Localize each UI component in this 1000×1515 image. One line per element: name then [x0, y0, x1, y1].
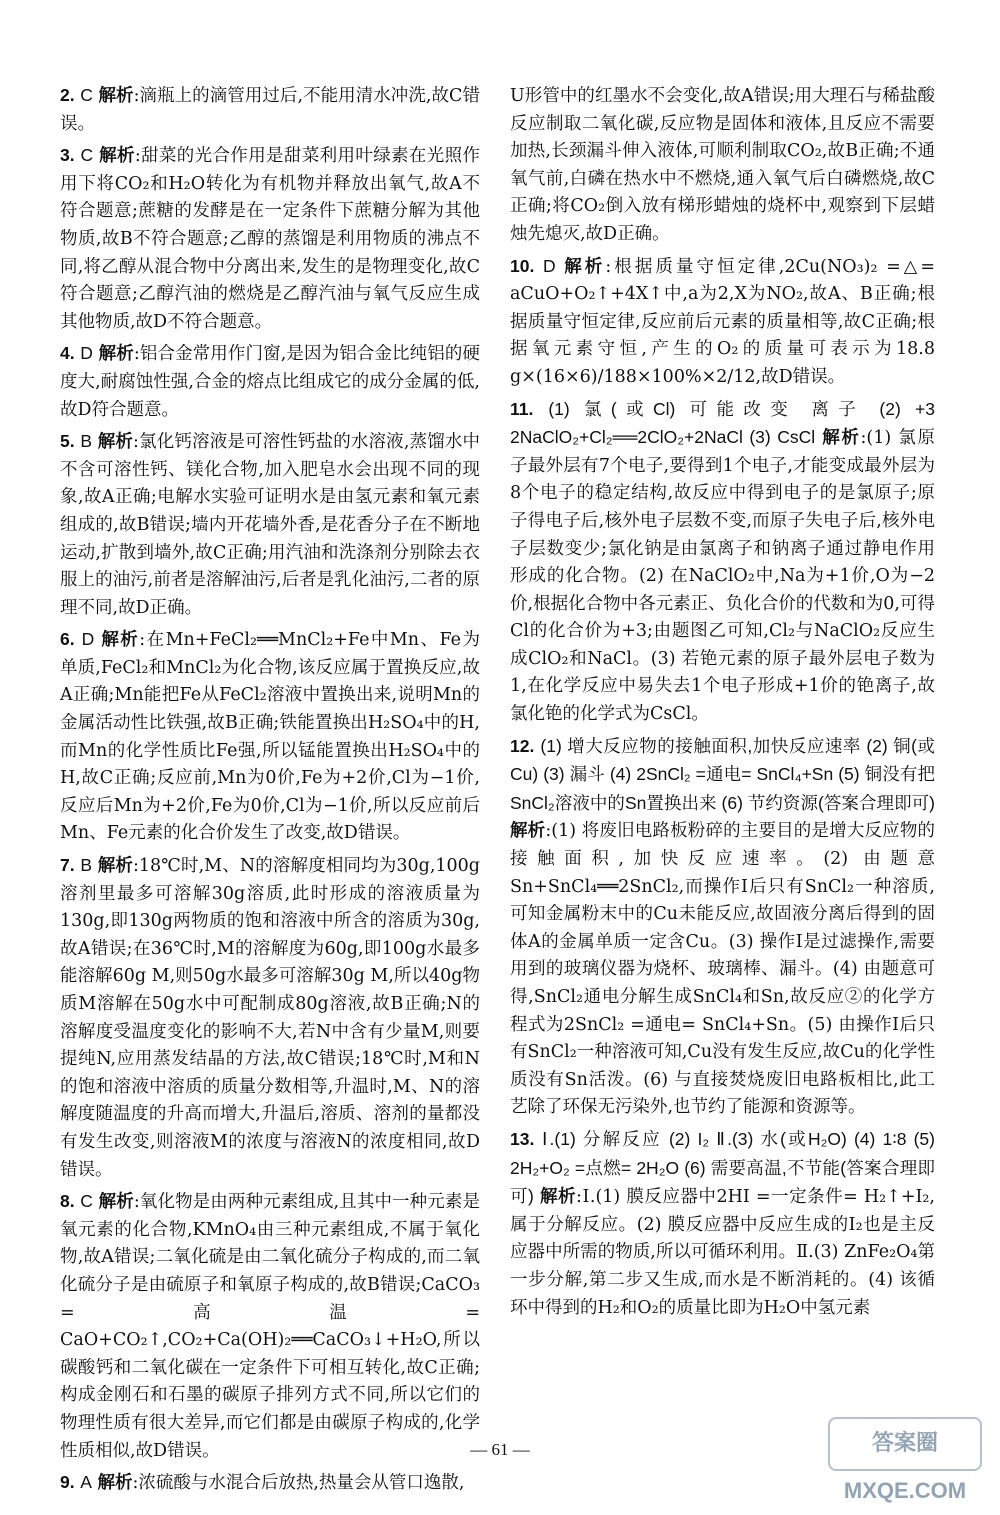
answer-num: 13. [510, 1128, 535, 1149]
answer-explanation: U形管中的红墨水不会变化,故A错误;用大理石与稀盐酸反应制取二氧化碳,反应物是固体和液体,且反应不需要加热,长颈漏斗伸入液体,可顺利制取CO₂,故B正确;不通氧气前,白磷在热水中不燃烧,通入氧气后白磷燃烧,故C正确;将CO₂倒入放有梯形蜡烛的烧杯中,观察到下层蜡烛先熄灭,故D正确。 [510, 86, 935, 244]
answer-item [60, 852, 480, 1184]
answer-explanation: :(1) 将废旧电路板粉碎的主要目的是增大反应物的接触面积,加快反应速率。(2) 由题意Sn+SnCl₄══2SnCl₂,而操作Ⅰ后只有SnCl₂一种溶质,可知金属粉末中的Cu未能反应,故固液分离后得到的固体A的金属单质一定含Cu。(3) 操作Ⅰ是过滤操作,需要用到的玻璃仪器为烧杯、玻璃棒、漏斗。(4) 由题意可得,SnCl₂通电分解生成SnCl₄和Sn,故反应②的化学方程式为2SnCl₂ =通电= SnCl₄+Sn。(5) 由操作Ⅰ后只有SnCl₂一种溶液可知,Cu没有发生反应,故Cu的化学性质没有Sn活泼。(6) 与直接焚烧废旧电路板相比,此工艺除了环保无污染外,也节约了能源和资源等。 [510, 821, 935, 1118]
answer-item [60, 1188, 480, 1465]
answer-explanation: :浓硫酸与水混合后放热,热量会从管口逸散, [132, 1473, 465, 1494]
answer-item [510, 733, 935, 1122]
answer-num: 4. [60, 343, 75, 364]
answer-item [60, 1469, 480, 1498]
answer-num: 8. [60, 1191, 75, 1212]
answer-item [60, 340, 480, 424]
answer-kw: 解析 [97, 432, 134, 453]
answer-num: 5. [60, 431, 75, 452]
answer-explanation: :铝合金常用作门窗,是因为铝合金比纯铝的硬度大,耐腐蚀性强,合金的熔点比组成它的成分金属的低,故D符合题意。 [60, 344, 480, 420]
answer-kw: 解析 [97, 856, 133, 877]
answer-explanation: :氧化物是由两种元素组成,且其中一种元素是氧元素的化合物,KMnO₄由三种元素组成,不属于氧化物,故A错误;二氧化硫是由二氧化硫分子构成的,而二氧化硫分子是由硫原子和氧原子构成的,故B错误;CaCO₃ =高温= CaO+CO₂↑,CO₂+Ca(OH)₂══CaCO₃↓+H₂O,所以碳酸钙和二氧化碳在一定条件下可相互转化,故C正确;构成金刚石和石墨的碳原子排列方式不同,所以它们的物理性质有很大差异,而它们都是由碳原子构成的,化学性质相似,故D错误。 [60, 1192, 480, 1461]
answer-item [60, 142, 480, 336]
answer-item [510, 253, 935, 392]
answer-explanation: :(1) 氯原子最外层有7个电子,要得到1个电子,才能变成最外层为8个电子的稳定结构,故反应中得到电子的是氯原子;原子得电子后,核外电子层数不变,而原子失电子后,核外电子层数变少;氯化钠是由氯离子和钠离子通过静电作用形成的化合物。(2) 在NaClO₂中,Na为+1价,O为−2价,根据化合物中各元素正、负化合价的代数和为0,可得Cl的化合价为+3;由题图乙可知,Cl₂与NaClO₂反应生成ClO₂和NaCl。(3) 若铯元素的原子最外层电子数为1,在化学反应中易失去1个电子形成+1价的铯离子,故氯化铯的化学式为CsCl。 [510, 428, 935, 725]
answer-explanation: :甜菜的光合作用是甜菜利用叶绿素在光照作用下将CO₂和H₂O转化为有机物并释放出氧气,故A不符合题意;蔗糖的发酵是在一定条件下蔗糖分解为其他物质,故B不符合题意;乙醇的蒸馏是利用物质的沸点不同,将乙醇从混合物中分离出来,发生的是物理变化,故C符合题意;乙醇汽油的燃烧是乙醇汽油与氧气反应生成其他物质,故D不符合题意。 [60, 146, 480, 332]
answer-kw: 解析 [822, 428, 861, 449]
answer-num: 2. [60, 85, 75, 105]
left-column [60, 82, 480, 1502]
answer-item [60, 82, 480, 138]
watermark-logo: 答案圈 MXQE.COM [828, 1417, 982, 1471]
answer-ans: D [81, 629, 95, 650]
answer-num: 11. [510, 398, 534, 419]
answer-explanation: :根据质量守恒定律,2Cu(NO₃)₂ =△= aCuO+O₂↑+4X↑中,a为2,X为NO₂,故A、B正确;根据质量守恒定律,反应前后元素的质量相等,故C正确;根据氧元素守恒,产生的O₂的质量可表示为18.8 g×(16×6)/188×100%×2/12,故D错误。 [510, 256, 935, 387]
answer-kw: 解析 [539, 1187, 577, 1208]
answer-num: 3. [60, 145, 75, 166]
answer-kw: 解析 [510, 821, 546, 842]
answer-explanation: :在Mn+FeCl₂══MnCl₂+Fe中Mn、Fe为单质,FeCl₂和MnCl₂为化合物,该反应属于置换反应,故A正确;Mn能把Fe从FeCl₂溶液中置换出来,说明Mn的金属活动性比铁强,故B正确;铁能置换出H₂SO₄中的H,而Mn的化学性质比Fe强,所以锰能置换出H₂SO₄中的H,故C正确;反应前,Mn为0价,Fe为+2价,Cl为−1价,反应后Mn为+2价,Fe为0价,Cl为−1价,所以反应前后Mn、Fe元素的化合价发生了改变,故D错误。 [60, 630, 480, 844]
answer-ans: C [80, 85, 93, 105]
answer-explanation: :Ⅰ.(1) 膜反应器中2HI =一定条件= H₂↑+I₂,属于分解反应。(2) 膜反应器中反应生成的I₂也是主反应器中所需的物质,所以可循环利用。Ⅱ.(3) ZnFe₂O₄第一步分解,第二步又生成,而水是不断消耗的。(4) 该循环中得到的H₂和O₂的质量比即为H₂O中氢元素 [510, 1187, 935, 1318]
answer-item [510, 1126, 935, 1322]
answer-explanation: :滴瓶上的滴管用过后,不能用清水冲洗,故C错误。 [60, 86, 480, 134]
answer-explanation: :氯化钙溶液是可溶性钙盐的水溶液,蒸馏水中不含可溶性钙、镁化合物,加入肥皂水会出现不同的现象,故A正确;电解水实验可证明水是由氢元素和氧元素组成的,故B错误;墙内开花墙外香,是花香分子在不断地运动,扩散到墙外,故C正确;用汽油和洗涤剂分别除去衣服上的油污,前者是溶解油污,后者是乳化油污,二者的原理不同,故D正确。 [60, 432, 480, 618]
answer-item [510, 82, 935, 249]
answer-kw: 解析 [101, 630, 140, 651]
answer-ans: (1) 氯(或Cl) 可能改变 离子 (2) +3 2NaClO₂+Cl₂══2ClO₂+2NaCl (3) CsCl [510, 398, 935, 448]
answer-kw: 解析 [98, 86, 134, 106]
answer-num: 10. [510, 255, 535, 276]
answer-num: 9. [60, 1472, 75, 1493]
answer-kw: 解析 [99, 146, 135, 167]
answer-ans: B [80, 855, 92, 876]
answer-item [60, 428, 480, 622]
answer-num: 6. [60, 629, 75, 650]
answer-ans: (1) 增大反应物的接触面积,加快反应速率 (2) 铜(或Cu) (3) 漏斗 (4) 2SnCl₂ =通电= SnCl₄+Sn (5) 铜没有把SnCl₂溶液中的Sn置换出来 (6) 节约资源(答案合理即可) [510, 735, 935, 813]
answer-explanation: :18℃时,M、N的溶解度相同均为30g,100g溶剂里最多可溶解30g溶质,此时形成的溶液质量为130g,即130g两物质的饱和溶液中所含的溶质为30g,故A错误;在36℃时,M的溶解度为60g,即100g水最多能溶解60g M,则50g水最多可溶解30g M,所以40g物质M溶解在50g水中可配制成80g溶液,故B正确;N的溶解度受温度变化的影响不大,若N中含有少量M,则要提纯N,应用蒸发结晶的方法,故C错误;18℃时,M和N的饱和溶液中溶质的质量分数相等,升温时,M、N的溶解度随温度的升高而增大,升温后,溶质、溶剂的量都没有发生改变,则溶液M的浓度与溶液N的浓度相同,故D错误。 [60, 856, 480, 1180]
answer-kw: 解析 [98, 1192, 134, 1213]
answer-num: 7. [60, 855, 75, 876]
answer-ans: C [80, 145, 94, 166]
answer-kw: 解析 [98, 344, 134, 365]
answer-ans: Ⅰ.(1) 分解反应 (2) I₂ Ⅱ.(3) 水(或H₂O) (4) 1∶8 (5) 2H₂+O₂ =点燃= 2H₂O (6) 需要高温,不节能(答案合理即可) [510, 1128, 935, 1207]
answer-item [510, 396, 935, 729]
right-column [510, 82, 935, 1326]
answer-ans: D [542, 255, 556, 276]
answer-kw: 解析 [97, 1473, 133, 1494]
answer-item [60, 626, 480, 848]
answer-ans: C [80, 1191, 93, 1212]
answer-ans: D [80, 343, 93, 364]
answer-kw: 解析 [564, 256, 606, 277]
answer-num: 12. [510, 735, 535, 756]
answer-ans: A [80, 1472, 92, 1493]
page-number: — 61 — [470, 1440, 530, 1459]
answer-ans: B [80, 431, 93, 452]
